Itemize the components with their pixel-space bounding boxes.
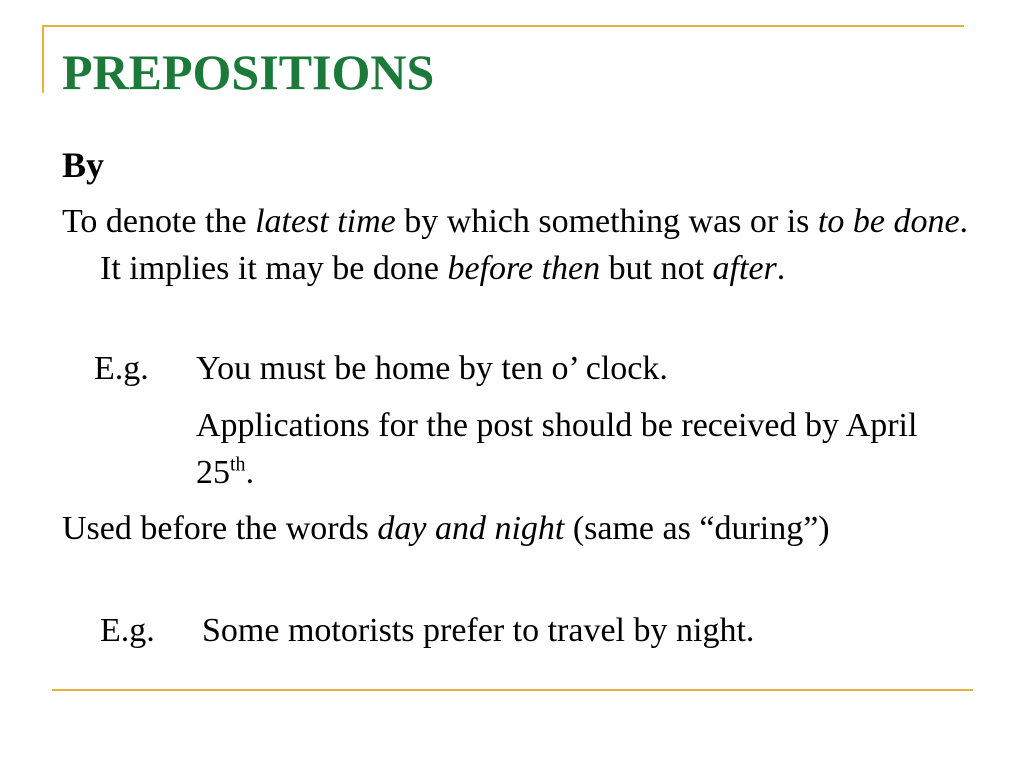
usage-paragraph xyxy=(62,505,982,552)
bottom-rule xyxy=(52,689,973,691)
example-1-text: You must be home by ten o’ clock. xyxy=(196,350,668,387)
example-2 xyxy=(196,402,976,496)
left-rule xyxy=(42,25,44,93)
usage-text-1: Used before the words xyxy=(62,510,378,547)
example-2-end: . xyxy=(245,454,255,491)
definition-text-2: by which something was or is xyxy=(395,203,818,240)
definition-emphasis-2: to be done xyxy=(817,203,960,240)
top-rule xyxy=(42,25,964,27)
section-heading: By xyxy=(62,145,105,185)
example-3-text: Some motorists prefer to travel by night. xyxy=(202,612,755,649)
definition-paragraph xyxy=(62,198,982,292)
definition-text-5: . xyxy=(776,250,786,287)
example-2-text: Applications for the post should be received by April 25 xyxy=(196,407,918,491)
slide-title: PREPOSITIONS xyxy=(62,44,435,100)
usage-text-2: (same as “during”) xyxy=(564,510,830,547)
usage-emphasis: day and night xyxy=(377,510,565,547)
definition-text-3: . It implies it may be done xyxy=(100,203,969,287)
example-2-superscript: th xyxy=(230,453,246,476)
example-3-label: E.g. xyxy=(100,612,155,649)
example-1-label: E.g. xyxy=(94,350,149,387)
definition-emphasis-3: before then xyxy=(447,250,601,287)
example-1 xyxy=(94,345,668,392)
definition-emphasis-1: latest time xyxy=(255,203,396,240)
example-3 xyxy=(100,607,754,654)
definition-text-4: but not xyxy=(600,250,713,287)
definition-text-1: To denote the xyxy=(62,203,256,240)
definition-emphasis-4: after xyxy=(712,250,777,287)
